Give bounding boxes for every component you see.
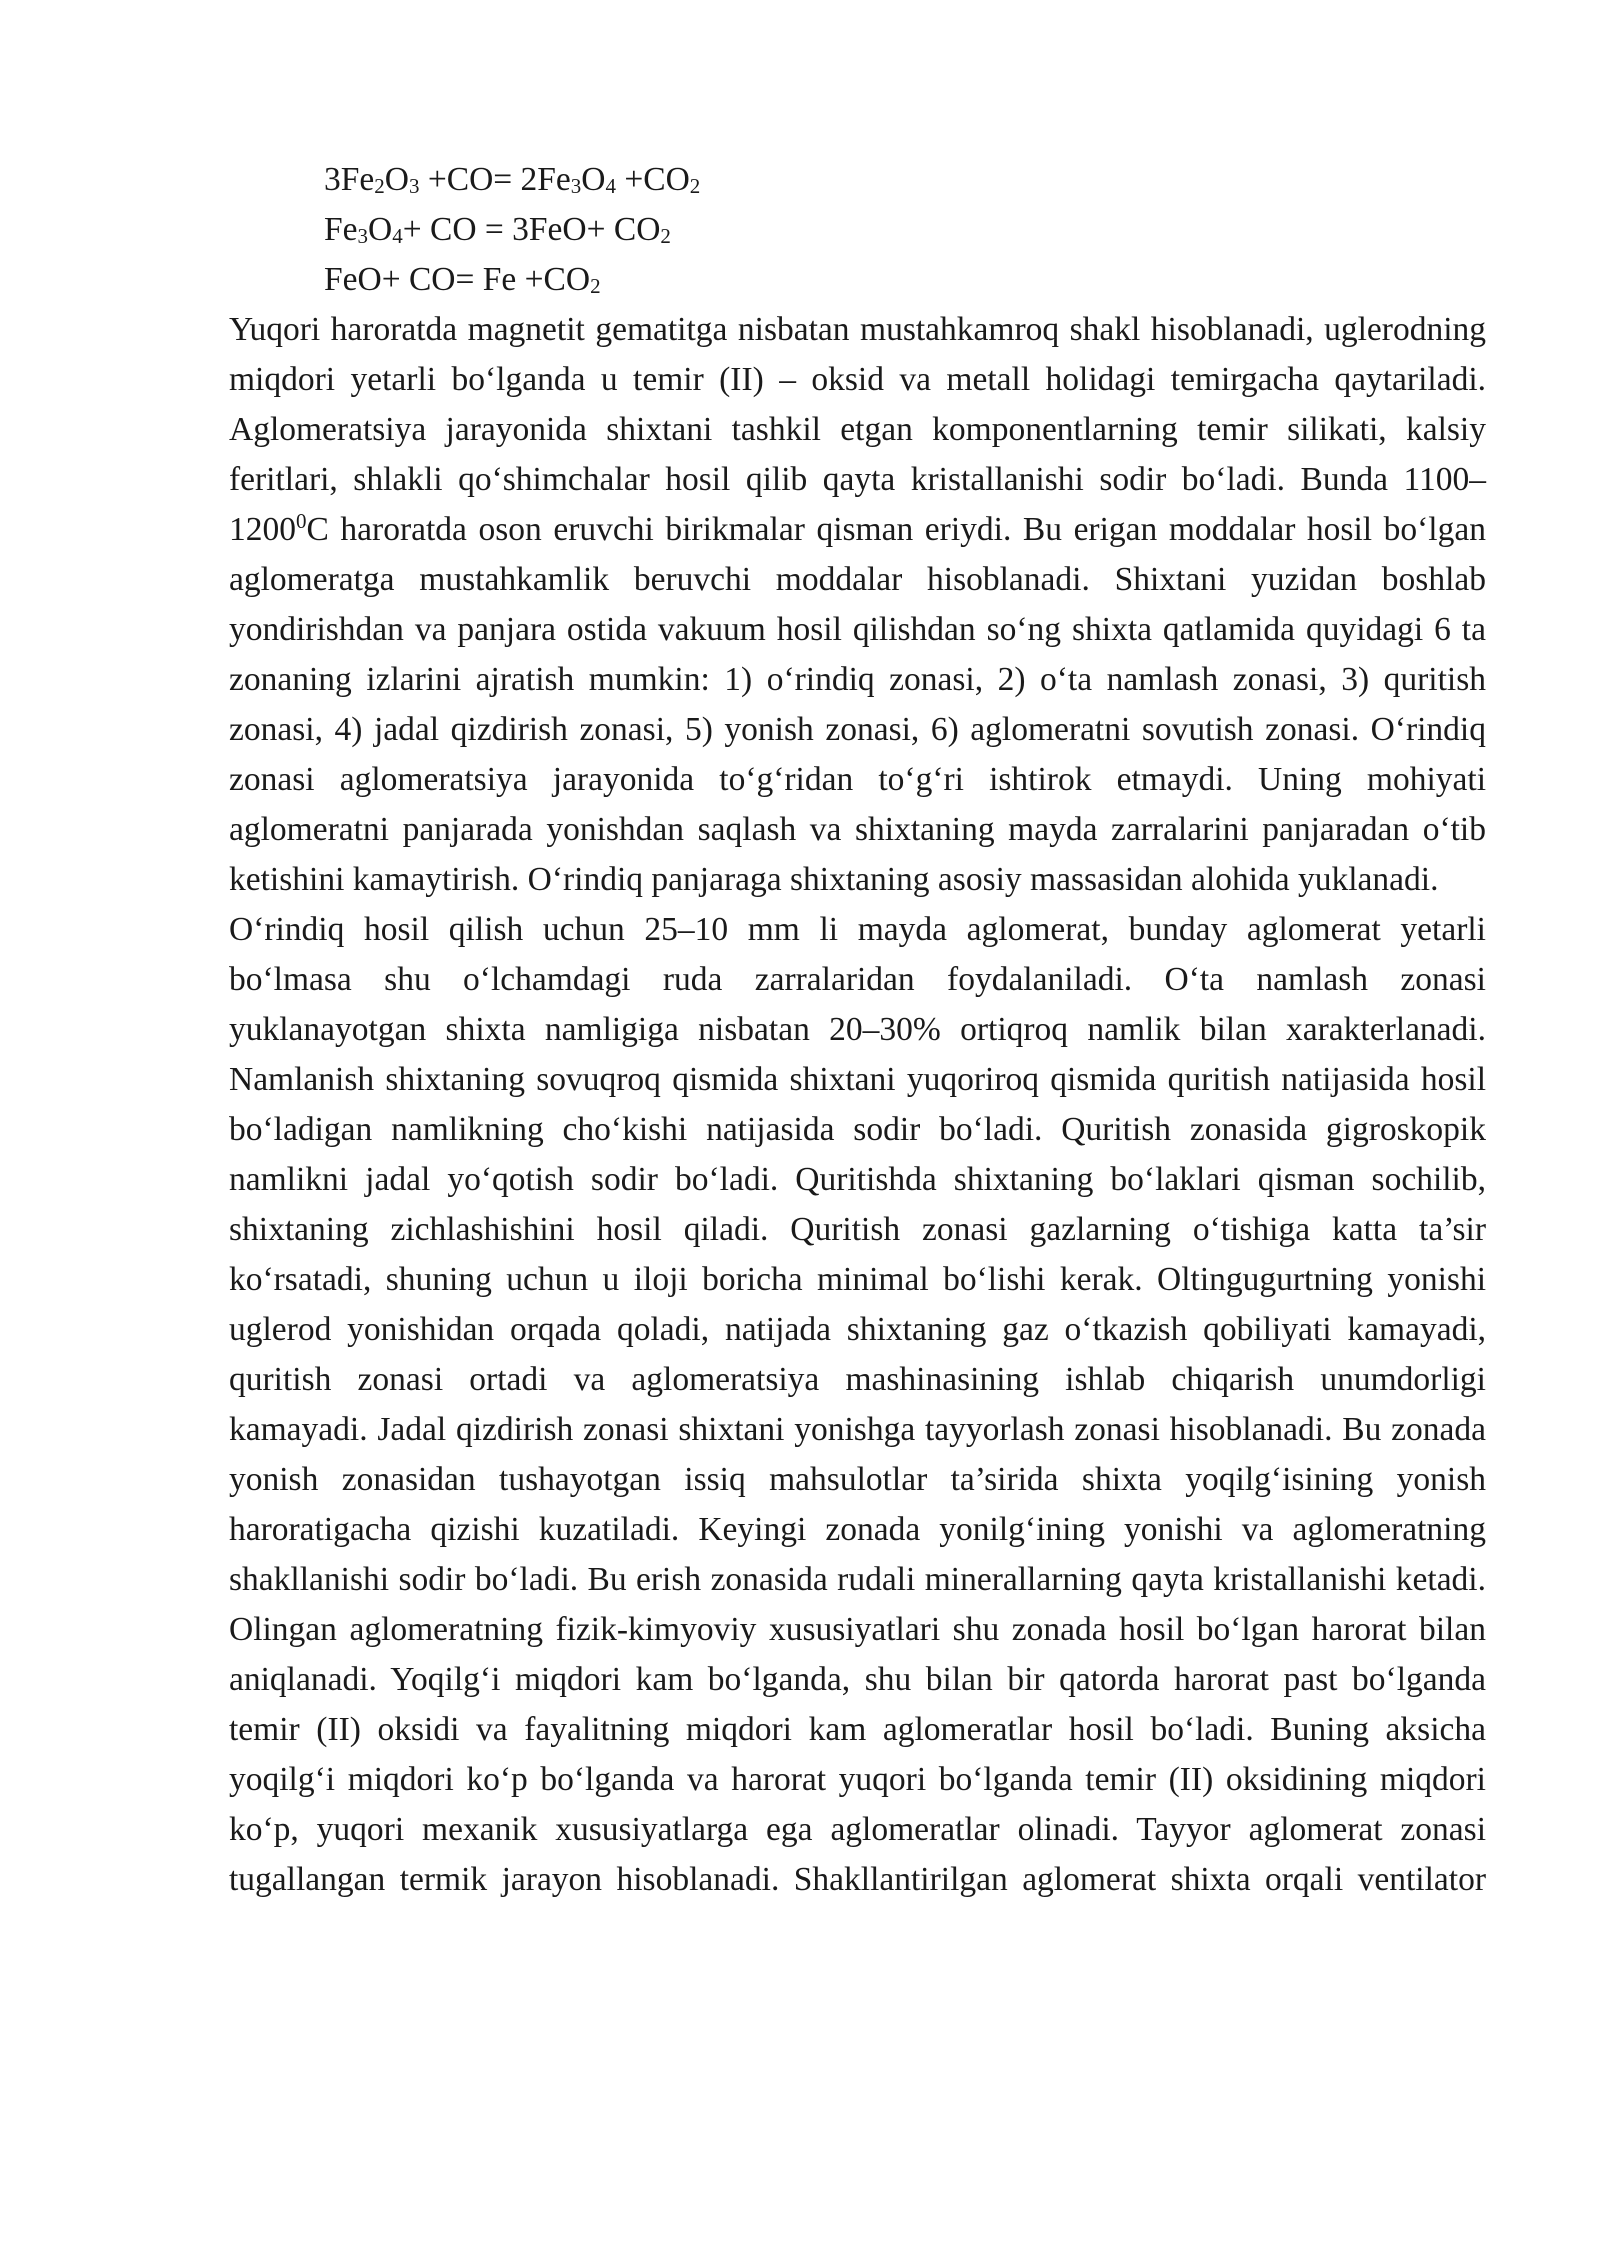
- equation-text: O: [581, 161, 606, 198]
- equation-2: [324, 205, 1486, 255]
- subscript: 2: [689, 174, 701, 198]
- paragraph-2: O‘rindiq hosil qilish uchun 25–10 mm li mayda aglomerat, bunday aglomerat yetarli bo‘lmasa shu o‘lchamdagi ruda zarralaridan foydalaniladi. O‘ta namlash zonasi yuklanayotgan shixta namligiga nisbatan 20–30% ortiqroq namlik bilan xarakterlanadi. Namlanish shixtaning sovuqroq qismida shixtani yuqoriroq qismida quritish natijasida hosil bo‘ladigan namlikning cho‘kishi natijasida sodir bo‘ladi. Quritish zonasida gigroskopik namlikni jadal yo‘qotish sodir bo‘ladi. Quritishda shixtaning bo‘laklari qisman sochilib, shixtaning zichlashishini hosil qiladi. Quritish zonasi gazlarning o‘tishiga katta ta’sir ko‘rsatadi, shuning uchun u iloji boricha minimal bo‘lishi kerak. Oltingugurtning yonishi uglerod yonishidan orqada qoladi, natijada shixtaning gaz o‘tkazish qobiliyati kamayadi, quritish zonasi ortadi va aglomeratsiya mashinasining ishlab chiqarish unumdorligi kamayadi. Jadal qizdirish zonasi shixtani yonishga tayyorlash zonasi hisoblanadi. Bu zonada yonish zonasidan tushayotgan issiq mahsulotlar ta’sirida shixta yoqilg‘isining yonish haroratigacha qizishi kuzatiladi. Keyingi zonada yonilg‘ining yonishi va aglomeratning shakllanishi sodir bo‘ladi. Bu erish zonasida rudali minerallarning qayta kristallanishi ketadi. Olingan aglomeratning fizik-kimyoviy xususiyatlari shu zonada hosil bo‘lgan harorat bilan aniqlanadi. Yoqilg‘i miqdori kam bo‘lganda, shu bilan bir qatorda harorat past bo‘lganda temir (II) oksidi va fayalitning miqdori kam aglomeratlar hosil bo‘ladi. Buning aksicha yoqilg‘i miqdori ko‘p bo‘lganda va harorat yuqori bo‘lganda temir (II) oksidining miqdori ko‘p, yuqori mexanik xususiyatlarga ega aglomeratlar olinadi. Tayyor aglomerat zonasi tugallangan termik jarayon hisoblanadi. Shakllantirilgan aglomerat shixta orqali ventilator: [229, 911, 1486, 1898]
- equation-text: O: [384, 161, 409, 198]
- subscript: 2: [590, 274, 601, 298]
- subscript: 3: [570, 174, 582, 198]
- equation-text: O: [368, 211, 393, 248]
- equation-text: FeO+ CO= Fe +CO: [324, 261, 591, 298]
- equation-text: 3Fe: [324, 161, 375, 198]
- paragraph-text: C haroratda oson eruvchi birikmalar qisman eriydi. Bu erigan moddalar hosil bo‘lgan aglomeratga mustahkamlik beruvchi moddalar hisoblanadi. Shixtani yuzidan boshlab yondirishdan va panjara ostida vakuum hosil qilishdan so‘ng shixta qatlamida quyidagi 6 ta zonaning izlarini ajratish mumkin: 1) o‘rindiq zonasi, 2) o‘ta namlash zonasi, 3) quritish zonasi, 4) jadal qizdirish zonasi, 5) yonish zonasi, 6) aglomeratni sovutish zonasi. O‘rindiq zonasi aglomeratsiya jarayonida to‘g‘ridan to‘g‘ri ishtirok etmaydi. Uning mohiyati aglomeratni panjarada yonishdan saqlash va shixtaning mayda zarralarini panjaradan o‘tib ketishini kamaytirish. O‘rindiq panjaraga shixtaning asosiy massasidan alohida yuklanadi.: [229, 511, 1486, 898]
- subscript: 2: [374, 174, 385, 198]
- equation-3: [324, 255, 1486, 305]
- equation-1: [324, 155, 1486, 205]
- equation-text: +CO: [615, 161, 690, 198]
- subscript: 3: [357, 224, 368, 248]
- equation-text: +CO= 2Fe: [419, 161, 571, 198]
- paragraph-1: [229, 305, 1486, 905]
- superscript: 0: [296, 509, 307, 533]
- subscript: 3: [408, 174, 420, 198]
- subscript: 4: [392, 224, 403, 248]
- document-page: [229, 155, 1486, 1905]
- subscript: 2: [660, 224, 671, 248]
- equation-text: Fe: [324, 211, 358, 248]
- paragraph-text: Yuqori haroratda magnetit gematitga nisbatan mustahkamroq shakl hisoblanadi, uglerodning miqdori yetarli bo‘lganda u temir (II) – oksid va metall holidagi temirgacha qaytariladi. Aglomeratsiya jarayonida shixtani tashkil etgan komponentlarning temir silikati, kalsiy feritlari, shlakli qo‘shimchalar hosil qilib qayta kristallanishi sodir bo‘ladi. Bunda 1100–1200: [229, 311, 1486, 548]
- equation-text: + CO = 3FeO+ CO: [402, 211, 661, 248]
- subscript: 4: [605, 174, 616, 198]
